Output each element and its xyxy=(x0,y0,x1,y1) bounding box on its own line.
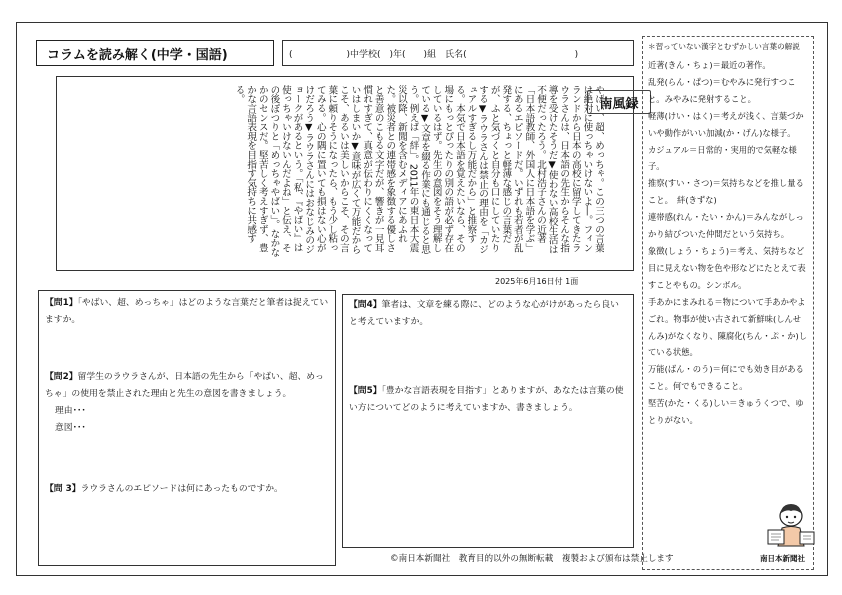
glossary-entry: 万能(ばん・のう)＝何にでも効き目があること。何でもできること。 xyxy=(648,364,804,392)
article-date: 2025年6月16日付 1面 xyxy=(495,277,579,286)
question-5-label: 【問5】 xyxy=(349,386,382,396)
glossary-entry: 近著(きん・ちょ)＝最近の著作。 xyxy=(648,60,771,70)
copyright-footer: ©南日本新聞社 教育目的以外の無断転載 複製および頒布は禁止します xyxy=(390,554,674,564)
glossary-panel xyxy=(642,36,814,570)
column-text: やばい、超、めっちゃ。この三つの言葉は絶対に使っちゃいけないよ―。フィンランドから日本の高校に留学してきたラウラさんは、日本語の先生からそんな指導を受けたそうだ▼使わない高校生活は不便だったろう。北村浩子さんの近著「日本語教師、外国人に日本語を学ぶ」にあるエピソードだ。いずれも若者が乱発する、ちょっと軽薄な感じの言葉だが、ふと気づくと自分も口にしていたりする▼ラウラさんは禁止の理由を「カジュアルすぎるし万能だから」と推察する。本気で日本語を覚えたいなら、その場にもっとぴったりの別の語が必ず存在しているはず。先生の意図をそう理解している▼文章を綴る作業にも通じると思う。例えば「絆」。2011年の東日本大震災以降、新聞を含むメディアにあふれた。被災者との連帯感を象徴する優しさと善意のこもる文字だが、響きが一見耳慣れすぎて、真意が伝わりにくくなっていはしまいか▼意味が広くて万能だからこそ、あるいは美しいからこそ、その言葉に頼りそうになったら、もう少し粘ってみる。心の隅に置いても損はない心がけだろう▼ラウラさんにはおなじみのジョークがあるという。「私、『やばい』は使っちゃいけないんだよね」と伝え、その後ぽつりと「めっちゃやばい」。なかなかのセンスだ。堅苦しく考えすぎず、豊かな言語表現を目指す気持ちに共感する。 xyxy=(233,85,604,257)
question-2-text: 留学生のラウラさんが、日本語の先生から「やばい、超、めっちゃ」の使用を禁止された理由と先生の意図を書きましょう。 xyxy=(45,372,324,399)
glossary-entry: 象徴(しょう・ちょう)＝考え、気持ちなど目に見えない物を色や形などにたとえて表すことやもの。シンボル。 xyxy=(648,245,806,290)
question-1-label: 【問1】 xyxy=(45,298,78,308)
column-logo: 南風録 xyxy=(587,90,651,114)
glossary-heading: ＊習っていない漢字とむずかしい言葉の解説 xyxy=(648,42,800,51)
question-2-label: 【問2】 xyxy=(45,372,78,382)
question-3 xyxy=(45,481,329,498)
question-3-label: 【問 3】 xyxy=(45,484,81,494)
question-2 xyxy=(45,369,329,437)
glossary-entry: カジュアル＝日常的・実用的で気軽な様子。 xyxy=(648,144,797,172)
question-4-label: 【問4】 xyxy=(349,300,382,310)
question-4 xyxy=(349,297,627,331)
question-2-reason: 理由･･･ xyxy=(55,406,86,416)
worksheet-title: コラムを読み解く(中学・国語) xyxy=(36,40,274,66)
glossary-entry: 軽薄(けい・はく)＝考えが浅く、言葉づかいや動作がいい加減(か・げん)な様子。 xyxy=(648,110,804,138)
question-4-text: 筆者は、文章を練る際に、どのような心がけがあったら良いと考えていますか。 xyxy=(349,300,619,327)
question-5 xyxy=(349,383,627,417)
student-name-line: ( )中学校( )年( )組 氏名( ) xyxy=(282,40,634,66)
column-article xyxy=(56,76,639,271)
question-1-text: 「やばい、超、めっちゃ」はどのような言葉だと筆者は捉えていますか。 xyxy=(45,298,329,325)
mascot-icon xyxy=(762,498,820,550)
question-2-intent: 意図･･･ xyxy=(55,423,86,433)
question-1 xyxy=(45,295,329,329)
question-box-right xyxy=(342,294,634,548)
glossary-entry: 堅苦(かた・くる)しい＝きゅうくつで、ゆとりがない。 xyxy=(648,398,804,426)
publisher-logo: 南日本新聞社 xyxy=(760,554,805,563)
glossary-entry: 手あかにまみれる＝物について手あかやよごれ。物事が使い古されて新鮮味(しんせんみ)がなくなり、陳腐化(ちん・ぷ・か)している状態。 xyxy=(648,296,808,358)
question-3-text: ラウラさんのエピソードは何にあったものですか。 xyxy=(80,484,283,494)
glossary-entry: 連帯感(れん・たい・かん)＝みんながしっかり結びついた仲間だという気持ち。 xyxy=(648,212,804,240)
question-box-left xyxy=(38,290,336,566)
glossary-entry: 推察(すい・さつ)＝気持ちなどを推し量ること。 絆(きずな) xyxy=(648,178,804,206)
question-5-text: 「豊かな言語表現を目指す」とありますが、あなたは言葉の使い方についてどのように考えていますか、書きましょう。 xyxy=(349,386,624,413)
glossary-entry: 乱発(らん・ぱつ)＝むやみに発行すつこと。みやみに発射すること。 xyxy=(648,76,796,104)
